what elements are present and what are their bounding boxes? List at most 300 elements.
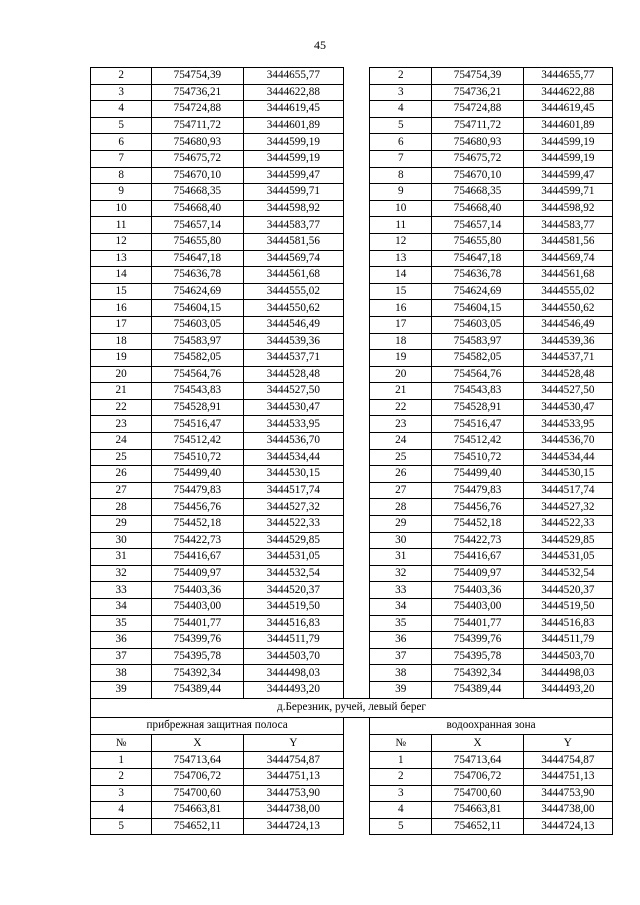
table-row: [91, 101, 613, 118]
left-cell-number: 8: [91, 167, 152, 184]
column-gap: [344, 333, 370, 350]
left-cell-y: 3444527,50: [243, 383, 344, 400]
left-cell-number: 21: [91, 383, 152, 400]
right-cell-y: 3444599,71: [523, 184, 612, 201]
left-cell-x: 754652,11: [152, 818, 243, 835]
left-cell-number: 5: [91, 117, 152, 134]
left-cell-number: 12: [91, 233, 152, 250]
column-gap: [344, 233, 370, 250]
right-cell-number: 2: [370, 68, 432, 85]
left-cell-x: 754655,80: [152, 233, 243, 250]
right-cell-y: 3444599,19: [523, 134, 612, 151]
column-gap: [344, 217, 370, 234]
right-cell-x: 754724,88: [432, 101, 523, 118]
right-cell-y: 3444511,79: [523, 632, 612, 649]
right-cell-number: 14: [370, 267, 432, 284]
left-cell-y: 3444581,56: [243, 233, 344, 250]
right-cell-y: 3444599,47: [523, 167, 612, 184]
column-gap: [344, 802, 370, 819]
left-cell-number: 16: [91, 300, 152, 317]
left-cell-y: 3444555,02: [243, 283, 344, 300]
left-cell-number: 31: [91, 549, 152, 566]
left-cell-y: 3444598,92: [243, 200, 344, 217]
right-cell-x: 754604,15: [432, 300, 523, 317]
right-cell-y: 3444622,88: [523, 84, 612, 101]
right-cell-y: 3444532,54: [523, 565, 612, 582]
left-cell-x: 754392,34: [152, 665, 243, 682]
left-cell-y: 3444601,89: [243, 117, 344, 134]
table-row: [91, 167, 613, 184]
table-row: [91, 267, 613, 284]
left-cell-x: 754604,15: [152, 300, 243, 317]
left-cell-number: 7: [91, 150, 152, 167]
column-gap: [344, 101, 370, 118]
table-row: [91, 802, 613, 819]
right-cell-x: 754713,64: [432, 752, 523, 769]
right-cell-number: 12: [370, 233, 432, 250]
column-gap: [344, 117, 370, 134]
left-cell-y: 3444738,00: [243, 802, 344, 819]
right-cell-y: 3444599,19: [523, 150, 612, 167]
left-cell-x: 754647,18: [152, 250, 243, 267]
left-cell-x: 754409,97: [152, 565, 243, 582]
right-cell-number: 39: [370, 681, 432, 698]
left-cell-x: 754603,05: [152, 316, 243, 333]
right-cell-number: 20: [370, 366, 432, 383]
left-header-x: X: [152, 734, 243, 751]
right-cell-y: 3444529,85: [523, 532, 612, 549]
left-cell-number: 3: [91, 785, 152, 802]
left-cell-y: 3444530,15: [243, 466, 344, 483]
right-cell-y: 3444539,36: [523, 333, 612, 350]
left-cell-x: 754706,72: [152, 768, 243, 785]
column-gap: [344, 785, 370, 802]
right-cell-y: 3444520,37: [523, 582, 612, 599]
table-row: [91, 366, 613, 383]
table-row: [91, 516, 613, 533]
right-cell-y: 3444527,50: [523, 383, 612, 400]
column-gap: [344, 499, 370, 516]
right-cell-y: 3444601,89: [523, 117, 612, 134]
right-cell-number: 38: [370, 665, 432, 682]
right-cell-x: 754711,72: [432, 117, 523, 134]
right-cell-x: 754680,93: [432, 134, 523, 151]
column-gap: [344, 399, 370, 416]
column-gap: [344, 532, 370, 549]
table-row: [91, 250, 613, 267]
left-cell-number: 4: [91, 802, 152, 819]
column-gap: [344, 565, 370, 582]
right-cell-number: 13: [370, 250, 432, 267]
table-row: [91, 466, 613, 483]
left-cell-y: 3444546,49: [243, 316, 344, 333]
right-cell-y: 3444527,32: [523, 499, 612, 516]
left-cell-number: 19: [91, 350, 152, 367]
left-cell-y: 3444561,68: [243, 267, 344, 284]
left-cell-x: 754624,69: [152, 283, 243, 300]
right-cell-y: 3444581,56: [523, 233, 612, 250]
table-row: [91, 752, 613, 769]
table-row: [91, 565, 613, 582]
table-row: [91, 68, 613, 85]
left-cell-y: 3444519,50: [243, 599, 344, 616]
table-row: [91, 449, 613, 466]
column-gap: [344, 150, 370, 167]
right-cell-x: 754564,76: [432, 366, 523, 383]
table-row: [91, 416, 613, 433]
left-cell-y: 3444534,44: [243, 449, 344, 466]
left-cell-number: 14: [91, 267, 152, 284]
right-cell-x: 754706,72: [432, 768, 523, 785]
table-row: [91, 383, 613, 400]
left-cell-x: 754711,72: [152, 117, 243, 134]
left-cell-y: 3444724,13: [243, 818, 344, 835]
right-cell-number: 35: [370, 615, 432, 632]
column-gap: [344, 200, 370, 217]
page-number: 45: [314, 38, 326, 52]
right-cell-x: 754510,72: [432, 449, 523, 466]
right-cell-x: 754583,97: [432, 333, 523, 350]
right-cell-x: 754499,40: [432, 466, 523, 483]
left-cell-number: 27: [91, 482, 152, 499]
right-cell-y: 3444498,03: [523, 665, 612, 682]
right-cell-number: 37: [370, 648, 432, 665]
right-cell-number: 33: [370, 582, 432, 599]
right-cell-x: 754647,18: [432, 250, 523, 267]
left-cell-y: 3444599,47: [243, 167, 344, 184]
right-cell-x: 754700,60: [432, 785, 523, 802]
left-cell-number: 9: [91, 184, 152, 201]
left-cell-y: 3444753,90: [243, 785, 344, 802]
right-cell-x: 754479,83: [432, 482, 523, 499]
right-cell-number: 17: [370, 316, 432, 333]
right-cell-x: 754403,00: [432, 599, 523, 616]
right-cell-x: 754543,83: [432, 383, 523, 400]
right-cell-x: 754392,34: [432, 665, 523, 682]
right-cell-y: 3444530,47: [523, 399, 612, 416]
right-cell-y: 3444751,13: [523, 768, 612, 785]
right-cell-number: 36: [370, 632, 432, 649]
right-cell-number: 3: [370, 84, 432, 101]
column-gap: [344, 449, 370, 466]
column-gap: [344, 267, 370, 284]
right-cell-y: 3444619,45: [523, 101, 612, 118]
right-cell-x: 754636,78: [432, 267, 523, 284]
table-row: [91, 648, 613, 665]
left-cell-x: 754543,83: [152, 383, 243, 400]
right-cell-x: 754422,73: [432, 532, 523, 549]
right-cell-number: 24: [370, 433, 432, 450]
right-cell-number: 34: [370, 599, 432, 616]
left-cell-y: 3444516,83: [243, 615, 344, 632]
left-cell-y: 3444599,19: [243, 150, 344, 167]
left-cell-y: 3444599,19: [243, 134, 344, 151]
left-cell-x: 754510,72: [152, 449, 243, 466]
left-cell-y: 3444532,54: [243, 565, 344, 582]
left-cell-number: 28: [91, 499, 152, 516]
right-cell-x: 754409,97: [432, 565, 523, 582]
right-cell-y: 3444738,00: [523, 802, 612, 819]
column-gap: [344, 582, 370, 599]
right-cell-x: 754582,05: [432, 350, 523, 367]
right-cell-number: 18: [370, 333, 432, 350]
left-cell-x: 754416,67: [152, 549, 243, 566]
left-cell-y: 3444498,03: [243, 665, 344, 682]
column-gap: [344, 68, 370, 85]
table-row: [91, 681, 613, 698]
left-cell-x: 754663,81: [152, 802, 243, 819]
left-cell-x: 754670,10: [152, 167, 243, 184]
left-cell-y: 3444622,88: [243, 84, 344, 101]
right-cell-y: 3444519,50: [523, 599, 612, 616]
left-cell-x: 754636,78: [152, 267, 243, 284]
column-gap: [344, 134, 370, 151]
right-cell-number: 30: [370, 532, 432, 549]
right-header-number: №: [370, 734, 432, 751]
left-cell-x: 754422,73: [152, 532, 243, 549]
right-cell-y: 3444537,71: [523, 350, 612, 367]
left-cell-number: 30: [91, 532, 152, 549]
column-gap: [344, 283, 370, 300]
left-cell-x: 754395,78: [152, 648, 243, 665]
right-cell-x: 754452,18: [432, 516, 523, 533]
left-cell-x: 754675,72: [152, 150, 243, 167]
left-cell-y: 3444528,48: [243, 366, 344, 383]
right-cell-x: 754389,44: [432, 681, 523, 698]
right-cell-x: 754663,81: [432, 802, 523, 819]
right-cell-number: 32: [370, 565, 432, 582]
left-cell-number: 33: [91, 582, 152, 599]
right-cell-number: 3: [370, 785, 432, 802]
right-cell-number: 19: [370, 350, 432, 367]
right-cell-y: 3444503,70: [523, 648, 612, 665]
table-row: [91, 217, 613, 234]
left-cell-number: 36: [91, 632, 152, 649]
table-row: [91, 84, 613, 101]
left-cell-x: 754657,14: [152, 217, 243, 234]
left-cell-y: 3444539,36: [243, 333, 344, 350]
left-cell-number: 24: [91, 433, 152, 450]
left-cell-number: 20: [91, 366, 152, 383]
left-cell-number: 5: [91, 818, 152, 835]
right-cell-x: 754652,11: [432, 818, 523, 835]
left-cell-y: 3444522,33: [243, 516, 344, 533]
right-cell-x: 754456,76: [432, 499, 523, 516]
column-gap: [344, 366, 370, 383]
left-cell-x: 754399,76: [152, 632, 243, 649]
table-row: [91, 499, 613, 516]
right-cell-y: 3444724,13: [523, 818, 612, 835]
right-cell-y: 3444655,77: [523, 68, 612, 85]
column-gap: [344, 665, 370, 682]
column-gap: [344, 350, 370, 367]
right-cell-number: 4: [370, 101, 432, 118]
left-cell-number: 25: [91, 449, 152, 466]
right-cell-y: 3444536,70: [523, 433, 612, 450]
table-row: [91, 582, 613, 599]
table-row: [91, 316, 613, 333]
section-title: д.Березник, ручей, левый берег: [91, 698, 613, 717]
right-cell-y: 3444561,68: [523, 267, 612, 284]
right-cell-x: 754668,40: [432, 200, 523, 217]
table-row: [91, 433, 613, 450]
left-cell-y: 3444529,85: [243, 532, 344, 549]
right-cell-x: 754516,47: [432, 416, 523, 433]
right-cell-number: 1: [370, 752, 432, 769]
left-cell-y: 3444536,70: [243, 433, 344, 450]
left-cell-number: 4: [91, 101, 152, 118]
right-cell-number: 25: [370, 449, 432, 466]
left-cell-number: 2: [91, 68, 152, 85]
left-cell-x: 754582,05: [152, 350, 243, 367]
left-cell-x: 754680,93: [152, 134, 243, 151]
right-cell-y: 3444516,83: [523, 615, 612, 632]
left-cell-number: 23: [91, 416, 152, 433]
right-cell-number: 15: [370, 283, 432, 300]
left-cell-number: 26: [91, 466, 152, 483]
left-cell-number: 34: [91, 599, 152, 616]
right-cell-y: 3444569,74: [523, 250, 612, 267]
right-cell-x: 754670,10: [432, 167, 523, 184]
right-cell-x: 754399,76: [432, 632, 523, 649]
column-gap: [344, 466, 370, 483]
table-row: [91, 532, 613, 549]
right-cell-x: 754395,78: [432, 648, 523, 665]
left-cell-x: 754668,35: [152, 184, 243, 201]
left-cell-x: 754403,00: [152, 599, 243, 616]
right-cell-y: 3444517,74: [523, 482, 612, 499]
right-subtitle: водоохранная зона: [370, 717, 613, 734]
right-cell-number: 5: [370, 117, 432, 134]
left-cell-x: 754700,60: [152, 785, 243, 802]
left-cell-number: 18: [91, 333, 152, 350]
left-cell-y: 3444569,74: [243, 250, 344, 267]
left-cell-y: 3444530,47: [243, 399, 344, 416]
right-cell-x: 754668,35: [432, 184, 523, 201]
left-cell-number: 3: [91, 84, 152, 101]
right-cell-x: 754657,14: [432, 217, 523, 234]
right-cell-x: 754603,05: [432, 316, 523, 333]
left-cell-x: 754528,91: [152, 399, 243, 416]
column-gap: [344, 734, 370, 751]
coordinates-table: [90, 67, 613, 835]
left-cell-number: 1: [91, 752, 152, 769]
left-cell-number: 38: [91, 665, 152, 682]
left-cell-y: 3444520,37: [243, 582, 344, 599]
right-cell-number: 22: [370, 399, 432, 416]
table-row: [91, 599, 613, 616]
left-cell-y: 3444533,95: [243, 416, 344, 433]
left-cell-y: 3444527,32: [243, 499, 344, 516]
right-cell-y: 3444528,48: [523, 366, 612, 383]
right-cell-y: 3444583,77: [523, 217, 612, 234]
left-cell-x: 754403,36: [152, 582, 243, 599]
table-row: [91, 283, 613, 300]
table-row: [91, 818, 613, 835]
column-gap: [344, 549, 370, 566]
column-gap: [344, 316, 370, 333]
left-cell-x: 754389,44: [152, 681, 243, 698]
right-cell-number: 16: [370, 300, 432, 317]
column-gap: [344, 599, 370, 616]
right-cell-number: 8: [370, 167, 432, 184]
column-gap: [344, 482, 370, 499]
left-cell-x: 754668,40: [152, 200, 243, 217]
table-row: [91, 399, 613, 416]
right-cell-number: 4: [370, 802, 432, 819]
right-cell-number: 2: [370, 768, 432, 785]
coordinates-table-body: [91, 68, 613, 699]
left-cell-x: 754401,77: [152, 615, 243, 632]
right-cell-number: 11: [370, 217, 432, 234]
table-row: [91, 134, 613, 151]
right-header-x: X: [432, 734, 523, 751]
left-cell-x: 754713,64: [152, 752, 243, 769]
right-cell-y: 3444534,44: [523, 449, 612, 466]
table-row: [91, 233, 613, 250]
left-cell-x: 754516,47: [152, 416, 243, 433]
left-cell-number: 13: [91, 250, 152, 267]
left-cell-y: 3444751,13: [243, 768, 344, 785]
column-gap: [344, 717, 370, 734]
right-cell-x: 754528,91: [432, 399, 523, 416]
table-row: [91, 632, 613, 649]
left-cell-x: 754724,88: [152, 101, 243, 118]
left-cell-number: 39: [91, 681, 152, 698]
left-cell-x: 754479,83: [152, 482, 243, 499]
left-cell-x: 754452,18: [152, 516, 243, 533]
table-row: [91, 785, 613, 802]
column-gap: [344, 250, 370, 267]
right-header-y: Y: [523, 734, 612, 751]
left-cell-x: 754754,39: [152, 68, 243, 85]
right-cell-y: 3444493,20: [523, 681, 612, 698]
left-cell-number: 22: [91, 399, 152, 416]
column-gap: [344, 84, 370, 101]
table-row: [91, 482, 613, 499]
right-cell-x: 754624,69: [432, 283, 523, 300]
table-row: [91, 184, 613, 201]
right-cell-x: 754754,39: [432, 68, 523, 85]
left-cell-number: 6: [91, 134, 152, 151]
left-subtitle: прибрежная защитная полоса: [91, 717, 344, 734]
table-row: [91, 768, 613, 785]
column-gap: [344, 184, 370, 201]
left-cell-number: 37: [91, 648, 152, 665]
left-cell-number: 11: [91, 217, 152, 234]
right-cell-y: 3444555,02: [523, 283, 612, 300]
left-cell-y: 3444550,62: [243, 300, 344, 317]
right-cell-x: 754655,80: [432, 233, 523, 250]
right-cell-x: 754401,77: [432, 615, 523, 632]
left-header-y: Y: [243, 734, 344, 751]
table-row: [91, 350, 613, 367]
left-cell-y: 3444619,45: [243, 101, 344, 118]
right-cell-number: 27: [370, 482, 432, 499]
right-cell-x: 754416,67: [432, 549, 523, 566]
table-row: [91, 665, 613, 682]
column-gap: [344, 433, 370, 450]
right-cell-number: 31: [370, 549, 432, 566]
column-gap: [344, 768, 370, 785]
right-cell-y: 3444753,90: [523, 785, 612, 802]
left-cell-number: 10: [91, 200, 152, 217]
column-gap: [344, 416, 370, 433]
section-table-body: [91, 752, 613, 835]
left-cell-number: 35: [91, 615, 152, 632]
column-gap: [344, 383, 370, 400]
right-cell-x: 754403,36: [432, 582, 523, 599]
